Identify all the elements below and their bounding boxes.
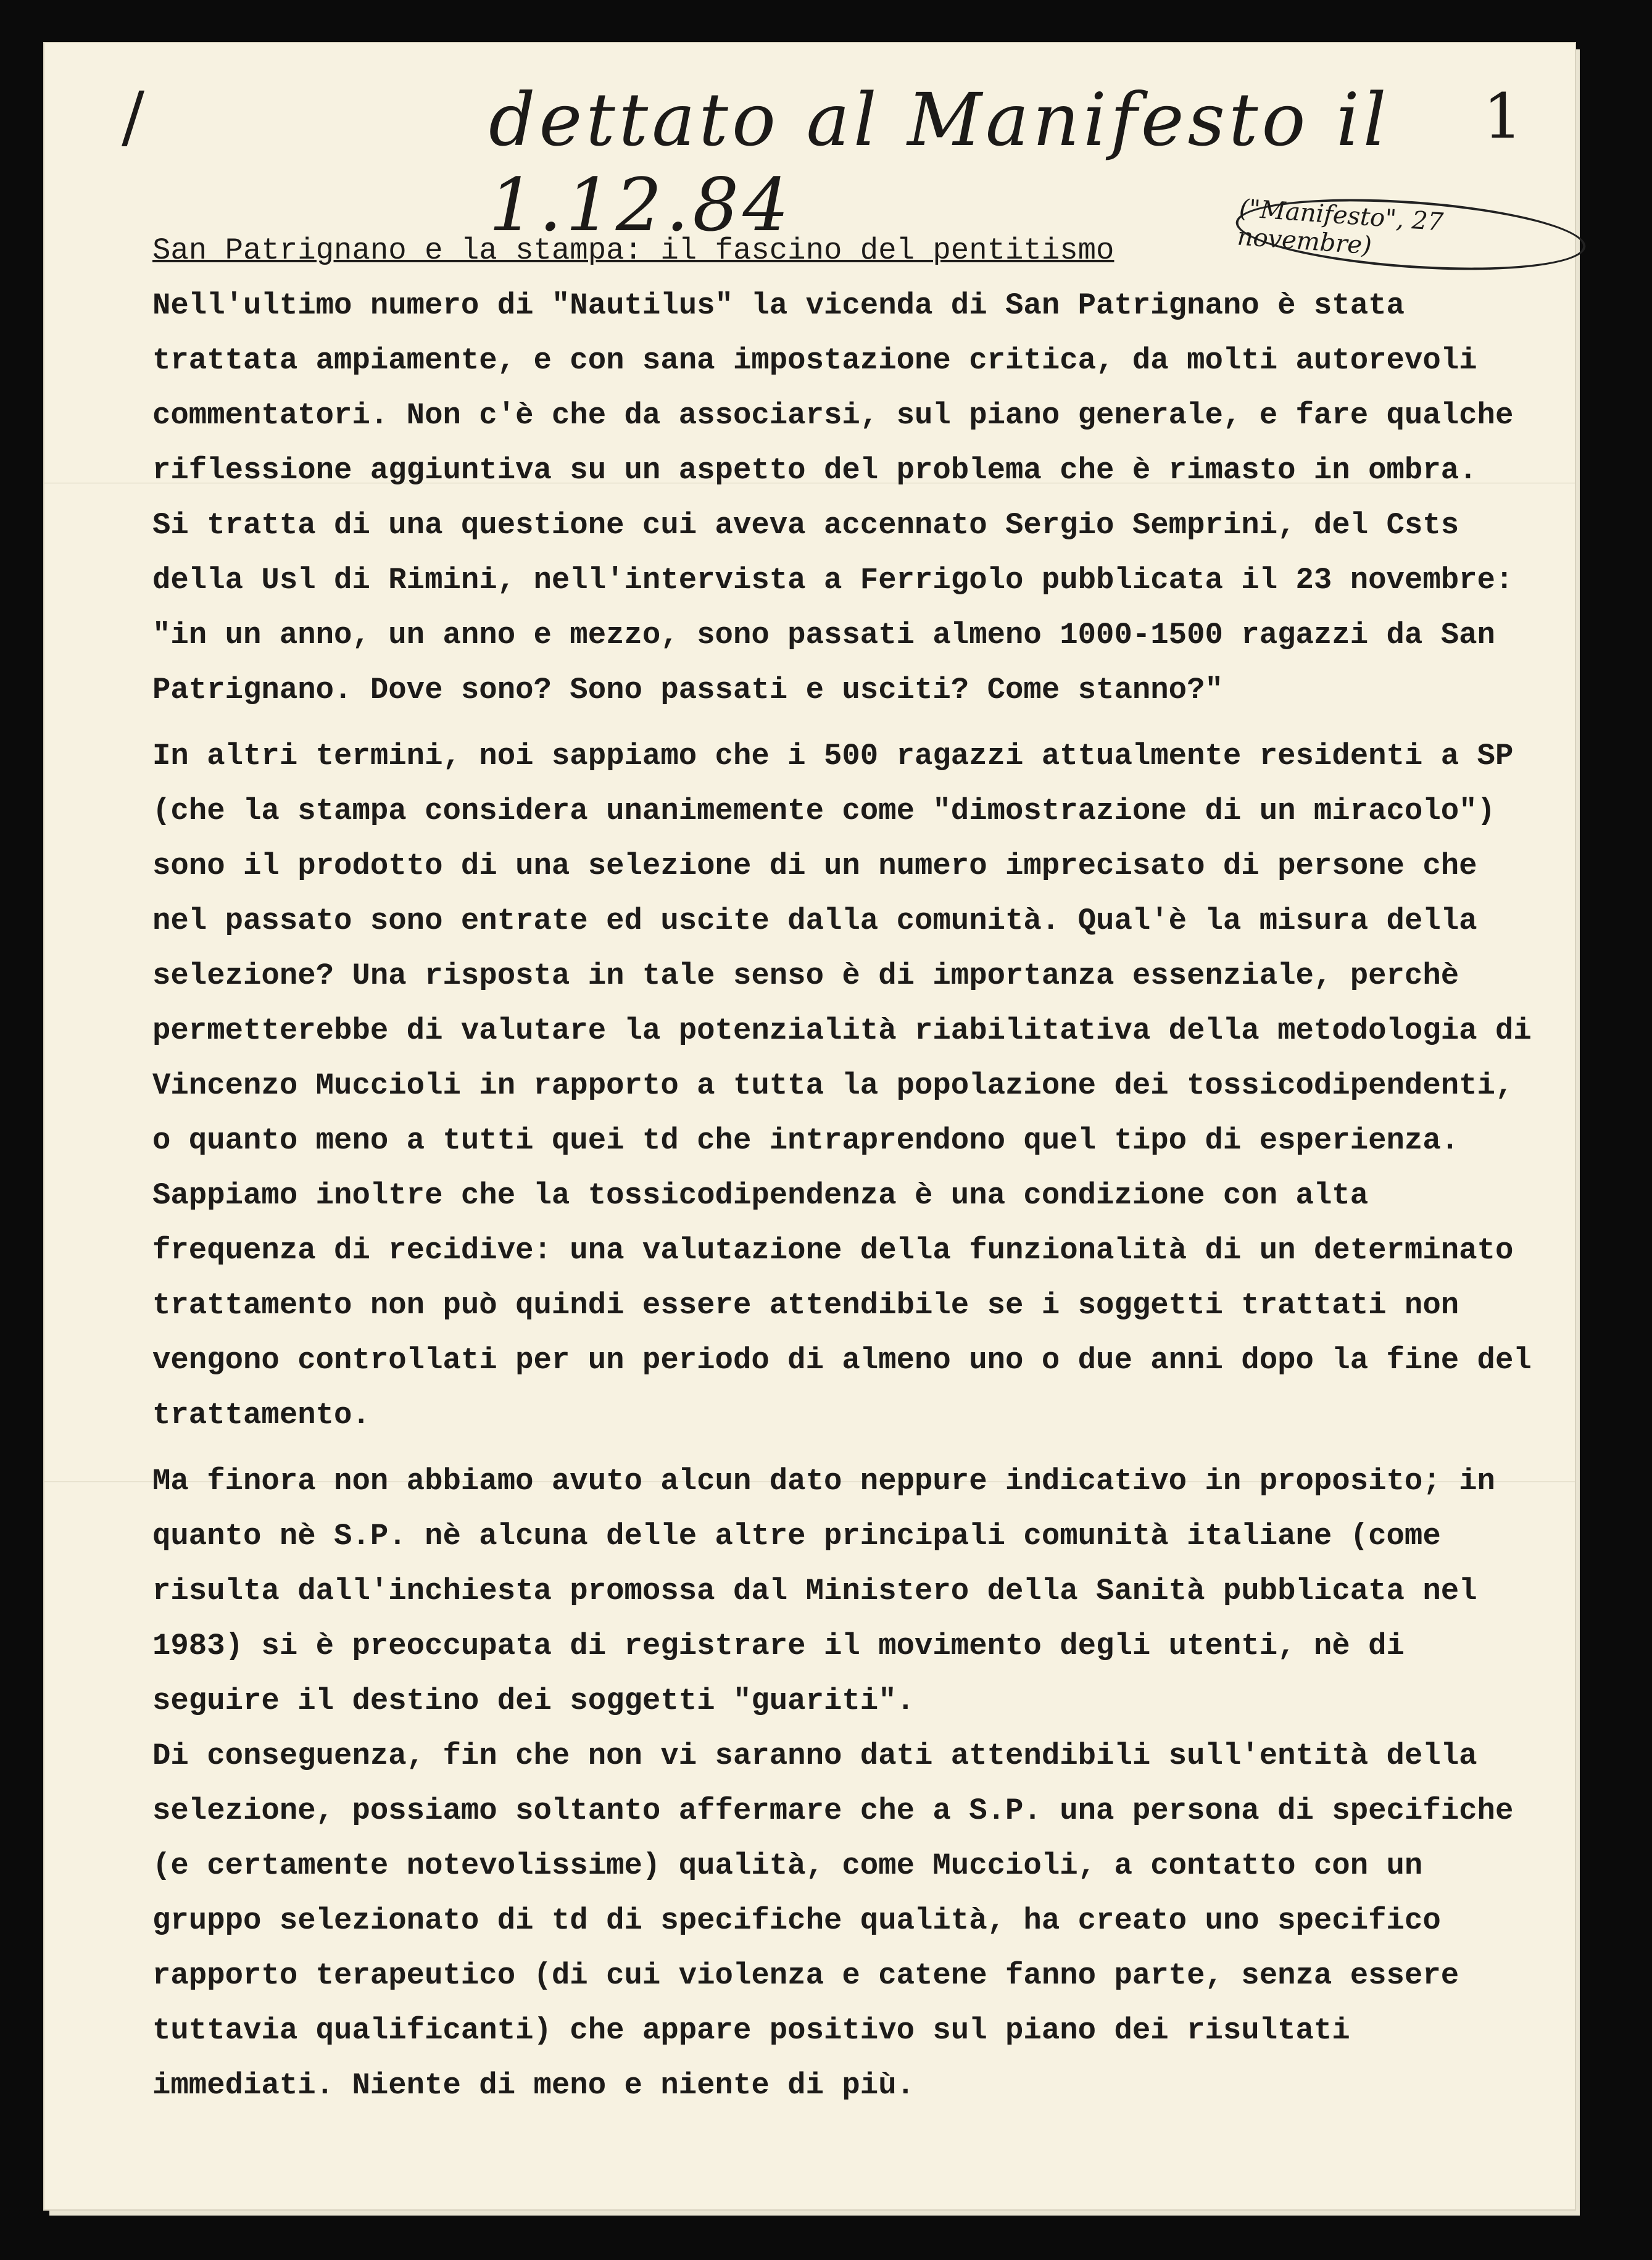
article-heading: San Patrignano e la stampa: il fascino del pentitismo bbox=[152, 233, 1114, 268]
typed-article bbox=[152, 223, 1541, 2113]
article-paragraph: Sappiamo inoltre che la tossicodipendenza è una condizione con alta frequenza di recidive: una valutazione della funzionalità di un determinato trattamento non può quindi essere attendibile se i soggetti trattati non vengono controllati per un periodo di almeno uno o due anni dopo la fine del trattamento. bbox=[152, 1178, 1532, 1432]
document-page bbox=[44, 43, 1575, 2209]
article-paragraph: Nell'ultimo numero di "Nautilus" la vicenda di San Patrignano è stata trattata ampiamente, e con sana impostazione critica, da molti autorevoli commentatori. Non c'è che da associarsi, sul piano generale, e fare qualche riflessione aggiuntiva su un aspetto del problema che è rimasto in ombra. bbox=[152, 288, 1514, 488]
page-number: 1 bbox=[1483, 80, 1522, 152]
article-paragraph: Si tratta di una questione cui aveva accennato Sergio Semprini, del Csts della Usl di Rimini, nell'intervista a Ferrigolo pubblicata il 23 novembre: "in un anno, un anno e mezzo, sono passati almeno 1000-1500 ragazzi da San Patrignano. Dove sono? Sono passati e usciti? Come stanno?" bbox=[152, 508, 1514, 707]
article-paragraph: In altri termini, noi sappiamo che i 500 ragazzi attualmente residenti a SP (che la stampa considera unanimemente come "dimostrazione di un miracolo") sono il prodotto di una selezione di un numero imprecisato di persone che nel passato sono entrate ed uscite dalla comunità. Qual'è la misura della selezione? Una risposta in tale senso è di importanza essenziale, perchè permetterebbe di valutare la potenzialità riabilitativa della metodologia di Vincenzo Muccioli in rapporto a tutta la popolazione dei tossicodipendenti, o quanto meno a tutti quei td che intraprendono quel tipo di esperienza. bbox=[152, 739, 1532, 1158]
article-paragraph: Ma finora non abbiamo avuto alcun dato neppure indicativo in proposito; in quanto nè S.P. nè alcuna delle altre principali comunità italiane (come risulta dall'inchiesta promossa dal Ministero della Sanità pubblicata nel 1983) si è preoccupata di registrare il movimento degli utenti, nè di seguire il destino dei soggetti "guariti". bbox=[152, 1464, 1495, 1718]
article-paragraph: Di conseguenza, fin che non vi saranno dati attendibili sull'entità della selezione, possiamo soltanto affermare che a S.P. una persona di specifiche (e certamente notevolissime) qualità, come Muccioli, a contatto con un gruppo selezionato di td di specifiche qualità, ha creato uno specifico rapporto terapeutico (di cui violenza e catene fanno parte, senza essere tuttavia qualificanti) che appare positivo sul piano dei risultati immediati. Niente di meno e niente di più. bbox=[152, 1739, 1514, 2103]
handwritten-slash: / bbox=[122, 77, 145, 156]
margin-note: ("Manifesto", 27 novembre) bbox=[1234, 189, 1588, 280]
handwritten-title: dettato al Manifesto il 1.12.84 bbox=[489, 77, 1390, 247]
